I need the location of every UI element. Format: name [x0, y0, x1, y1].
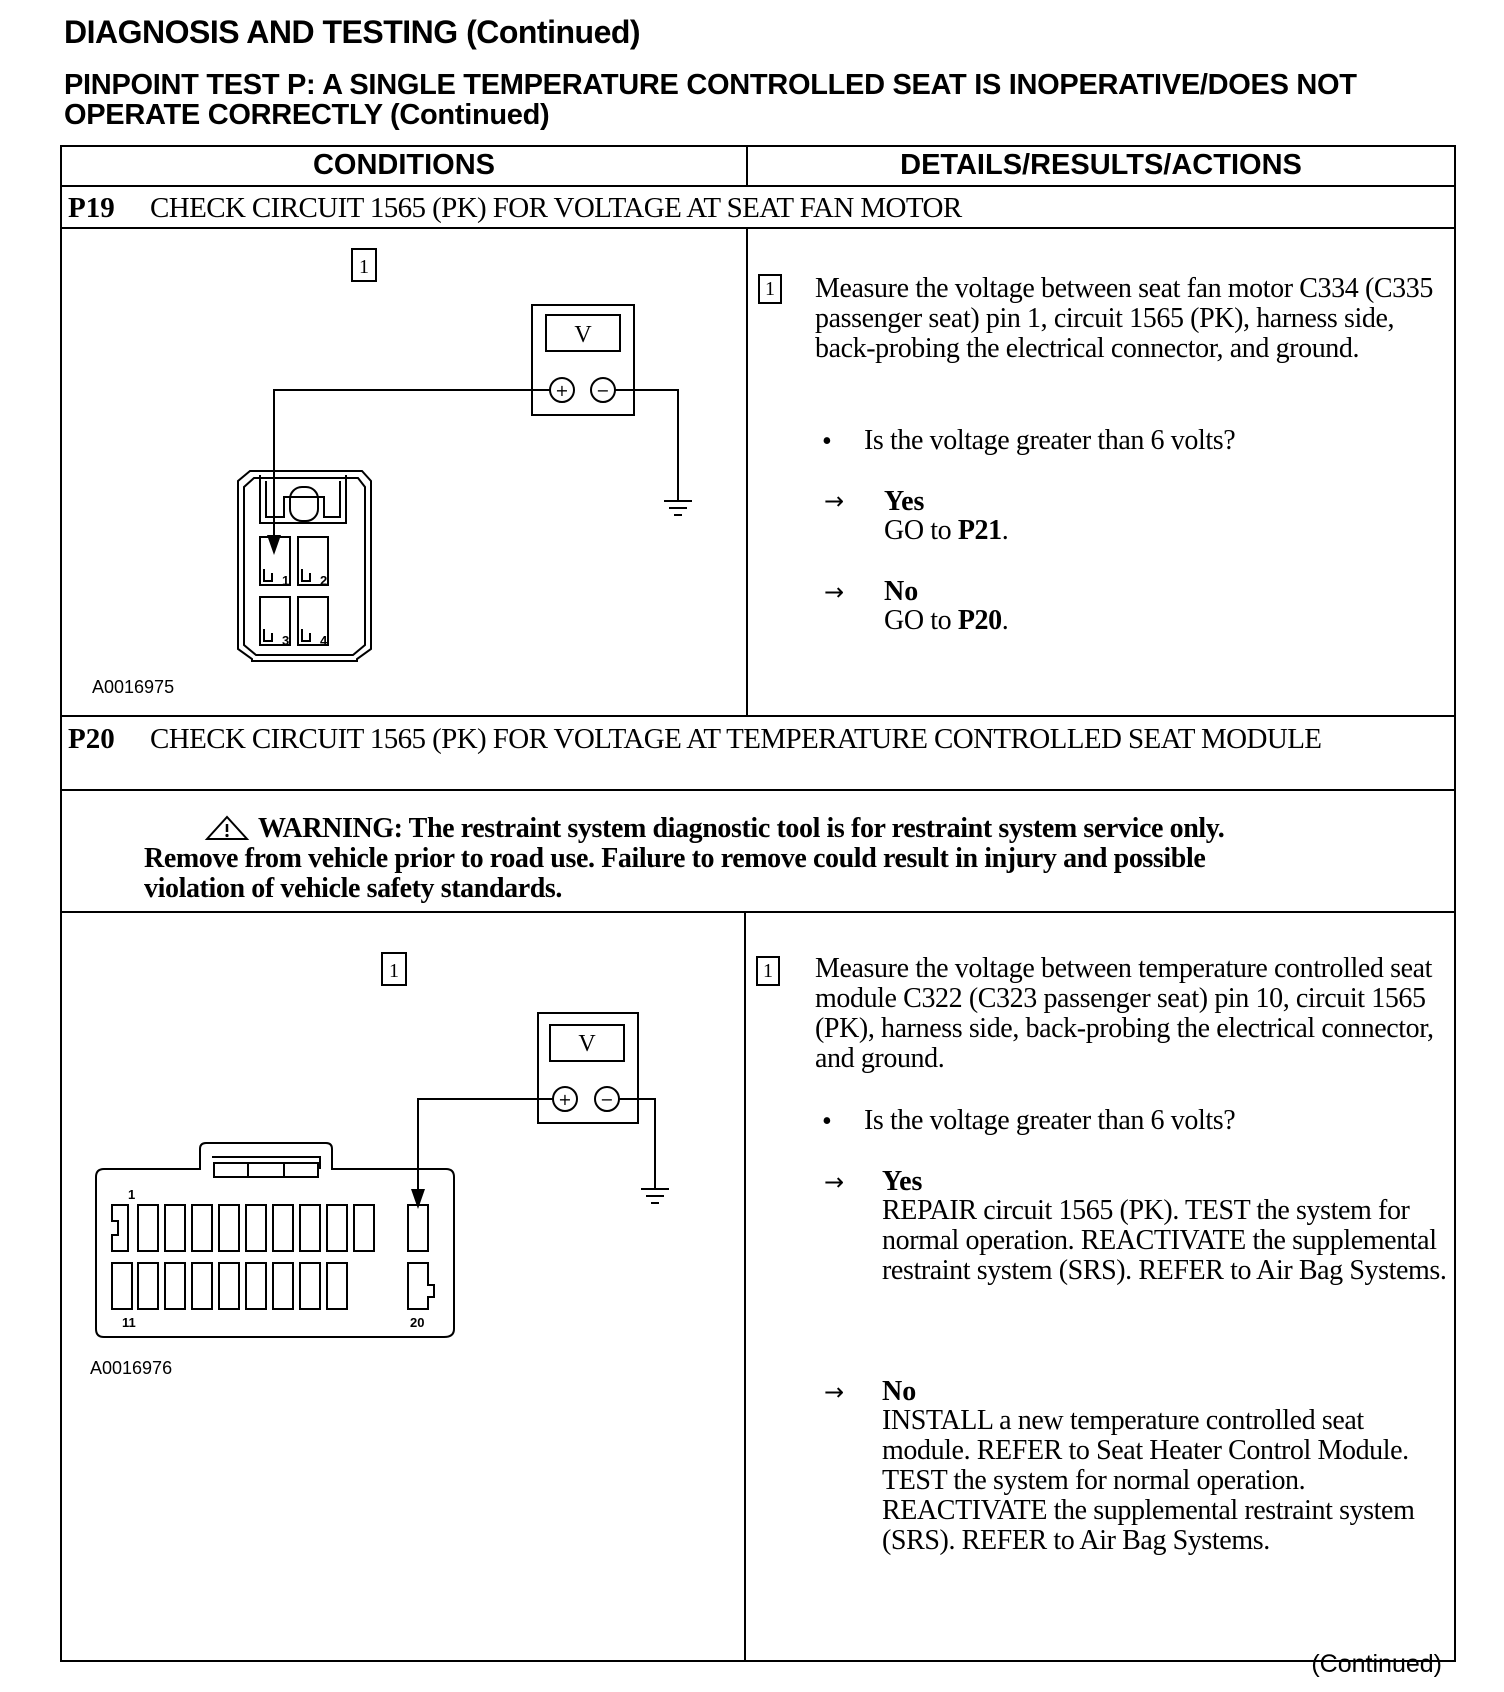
arrow-icon: →: [824, 1378, 845, 1406]
pin-label: 20: [410, 1315, 425, 1330]
figure-callout: 1: [359, 256, 369, 278]
fan-motor-connector-diagram: [62, 229, 746, 715]
row-divider: [60, 715, 1456, 717]
pin-label: 4: [320, 633, 328, 648]
plus-terminal: +: [558, 1090, 572, 1109]
probe-tip: [267, 535, 281, 555]
column-divider: [744, 911, 746, 1662]
warning-line: WARNING: The restraint system diagnostic tool is for restraint system service only.: [258, 813, 1225, 844]
pin-label: 3: [282, 633, 290, 648]
arrow-icon: →: [824, 487, 845, 515]
goto-target: P20: [957, 605, 1002, 636]
arrow-icon: →: [824, 1168, 845, 1196]
result-yes-action: REPAIR circuit 1565 (PK). TEST the system for normal operation. REACTIVATE the supplemental restraint system (SRS). REFER to Air Bag Systems.: [882, 1195, 1447, 1286]
arrow-icon: →: [824, 578, 845, 606]
result-yes-label: Yes: [884, 486, 925, 517]
step-number-p20: P20: [68, 723, 115, 755]
result-no-action: INSTALL a new temperature controlled seat module. REFER to Seat Heater Control Module. TEST the system for normal operation. REACTIVATE the supplemental restraint system (SRS). REFER to Air Bag Systems.: [882, 1405, 1415, 1556]
pinpoint-test-title: PINPOINT TEST P: A SINGLE TEMPERATURE CONTROLLED SEAT IS INOPERATIVE/DOES NOT OPERATE CORRECTLY (Continued): [64, 69, 1357, 131]
result-yes-label: Yes: [882, 1166, 923, 1197]
question-text: Is the voltage greater than 6 volts?: [864, 1105, 1236, 1136]
step-number-p19: P19: [68, 192, 115, 224]
probe-lead: [418, 1099, 553, 1195]
result-yes-action: [884, 516, 1008, 546]
probe-lead: [274, 390, 550, 543]
action-number: 1: [756, 956, 780, 986]
result-no-label: No: [884, 576, 919, 607]
connector-outline: [238, 471, 371, 661]
connector-outline: [96, 1143, 454, 1337]
figure-callout: 1: [389, 960, 399, 982]
warning-line: violation of vehicle safety standards.: [144, 873, 563, 904]
figure-id: A0016976: [90, 1358, 173, 1378]
voltmeter-label: V: [578, 1031, 596, 1057]
figure-id: A0016975: [92, 677, 175, 697]
row-divider: [60, 789, 1456, 791]
step-title-p20: CHECK CIRCUIT 1565 (PK) FOR VOLTAGE AT TEMPERATURE CONTROLLED SEAT MODULE: [150, 723, 1322, 755]
action-text: Measure the voltage between temperature controlled seat module C322 (C323 passenger seat) pin 10, circuit 1565 (PK), harness side, back-probing the electrical connector, and ground.: [815, 953, 1434, 1074]
column-divider: [746, 227, 748, 715]
plus-terminal: +: [555, 381, 569, 400]
pin-label: 1: [128, 1187, 136, 1202]
page-title: DIAGNOSIS AND TESTING (Continued): [64, 14, 641, 50]
pin-label: 11: [122, 1315, 136, 1330]
action-text: Measure the voltage between seat fan motor C334 (C335 passenger seat) pin 1, circuit 1565 (PK), harness side, back-probing the electrical connector, and ground.: [815, 273, 1433, 364]
ground-lead: [615, 390, 678, 501]
period: .: [1001, 605, 1009, 636]
result-no-action: [884, 606, 1008, 636]
period: .: [1001, 515, 1009, 546]
minus-terminal: −: [596, 381, 610, 400]
warning-triangle-icon: [204, 815, 250, 841]
step-title-p19: CHECK CIRCUIT 1565 (PK) FOR VOLTAGE AT SEAT FAN MOTOR: [150, 192, 962, 224]
question-text: Is the voltage greater than 6 volts?: [864, 425, 1236, 456]
continued-note: (Continued): [1311, 1650, 1442, 1678]
voltmeter-label: V: [574, 322, 592, 348]
action-number: 1: [758, 274, 782, 304]
minus-terminal: −: [600, 1090, 614, 1109]
result-no-label: No: [882, 1376, 917, 1407]
bullet-icon: •: [822, 1106, 832, 1137]
column-header-conditions: CONDITIONS: [312, 149, 496, 181]
goto-target: P21: [957, 515, 1002, 546]
row-divider: [60, 185, 1456, 187]
warning-note: [144, 814, 1404, 904]
seat-module-connector-diagram: [62, 913, 744, 1662]
bullet-icon: •: [822, 426, 832, 457]
pin-label: 1: [282, 573, 290, 588]
pin-label: 2: [320, 573, 328, 588]
goto-text: GO to: [884, 515, 958, 546]
goto-text: GO to: [884, 605, 958, 636]
column-header-details: DETAILS/RESULTS/ACTIONS: [900, 149, 1302, 181]
warning-line: Remove from vehicle prior to road use. Failure to remove could result in injury and possible: [144, 843, 1206, 874]
